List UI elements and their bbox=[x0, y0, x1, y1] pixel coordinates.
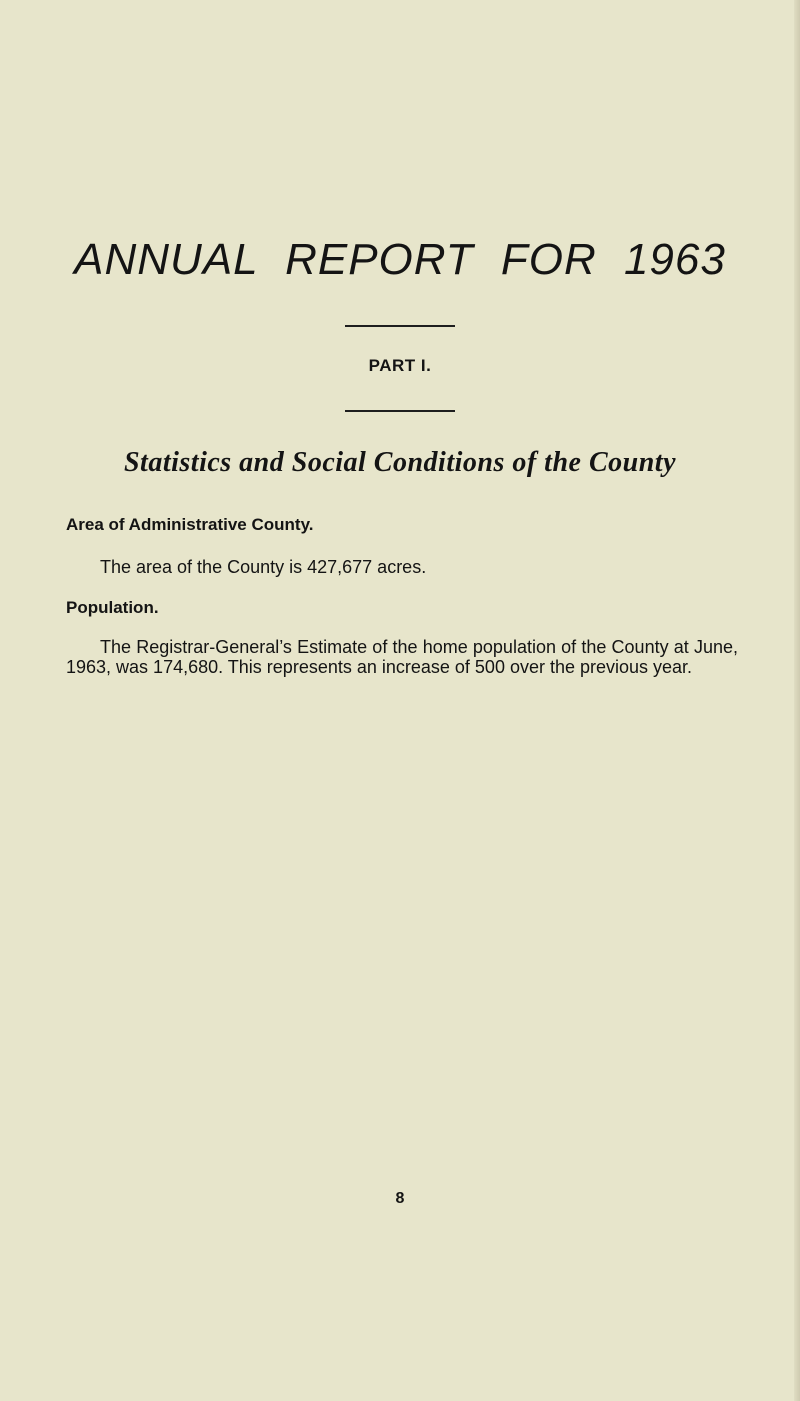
page-number: 8 bbox=[395, 1190, 405, 1207]
area-heading: Area of Administrative County. bbox=[66, 515, 314, 534]
part-label: PART I. bbox=[368, 356, 432, 375]
population-heading: Population. bbox=[66, 598, 159, 617]
population-paragraph: The Registrar-General’s Estimate of the home population of the County at June, 1963, was 174,680. This represents an increase of 500 over the previous year. bbox=[66, 637, 738, 677]
divider-rule-bottom bbox=[345, 410, 455, 412]
area-paragraph: The area of the County is 427,677 acres. bbox=[100, 557, 427, 577]
report-title: ANNUAL REPORT FOR 1963 bbox=[74, 235, 726, 284]
section-title: Statistics and Social Conditions of the County bbox=[123, 447, 676, 478]
divider-rule-top bbox=[345, 325, 455, 327]
